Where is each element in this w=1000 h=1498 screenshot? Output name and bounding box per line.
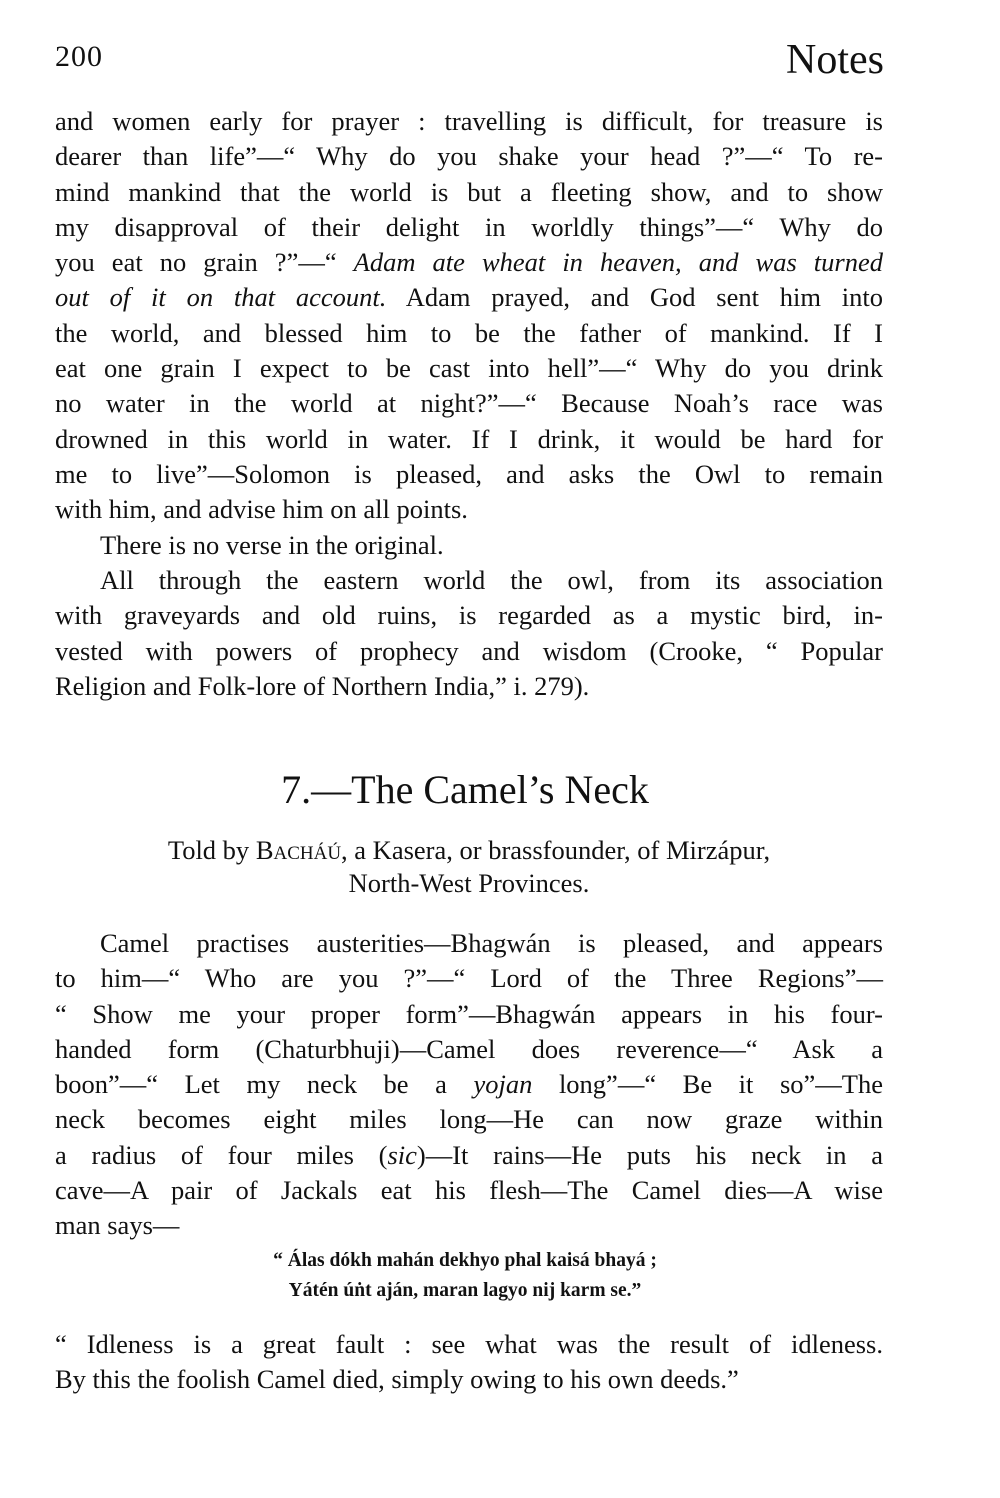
- text-line: [55, 1327, 883, 1362]
- text-line: [55, 280, 883, 315]
- text-segment: Adam prayed, and God sent him into: [386, 282, 884, 313]
- text-line: [55, 1102, 883, 1137]
- text-line: [55, 563, 883, 598]
- text-line: [55, 1362, 883, 1397]
- text-segment: handed form (Chaturbhuji)—Camel does reverence—“ Ask a: [55, 1033, 883, 1064]
- text-line: [55, 1032, 883, 1067]
- text-line: [55, 961, 883, 996]
- text-line: [55, 210, 883, 245]
- text-segment: There is no verse in the original.: [100, 530, 444, 560]
- text-line: [55, 997, 883, 1032]
- text-segment: with graveyards and old ruins, is regarded as a mystic bird, in-: [55, 600, 883, 631]
- text-segment: and women early for prayer : travelling is difficult, for treasure is: [55, 106, 883, 136]
- paragraph-owl-dialogue: [55, 104, 883, 528]
- text-segment: “ Idleness is a great fault : see what was the result of idleness.: [55, 1329, 883, 1359]
- text-line: [55, 457, 883, 492]
- text-segment: the world, and blessed him to be the father of mankind. If I: [55, 317, 883, 348]
- text-line: [55, 1067, 883, 1102]
- italic-text: out of it on that account.: [55, 282, 387, 313]
- text-line: [55, 1208, 883, 1243]
- text-segment: long”—“ Be it so”—The: [532, 1069, 884, 1100]
- page-number: 200: [55, 40, 103, 73]
- section-heading: 7.—The Camel’s Neck: [281, 767, 649, 812]
- text-line: [55, 492, 883, 527]
- text-segment: to him—“ Who are you ?”—“ Lord of the Three Regions”—: [55, 963, 883, 994]
- text-line: [55, 1173, 883, 1208]
- byline-rest: , a Kasera, or brassfounder, of Mirzápur,: [341, 835, 771, 865]
- italic-text: yojan: [473, 1069, 533, 1100]
- text-segment: eat one grain I expect to be cast into hell”—“ Why do you drink: [55, 353, 883, 384]
- text-line: [55, 528, 883, 563]
- text-segment: vested with powers of prophecy and wisdom (Crooke, “ Popular: [55, 635, 883, 666]
- text-line: [55, 351, 883, 386]
- text-segment: All through the eastern world the owl, from its association: [100, 565, 883, 595]
- italic-text: Adam ate wheat in heaven, and was turned: [353, 247, 883, 278]
- running-head: Notes: [786, 37, 884, 83]
- byline: [55, 834, 883, 900]
- text-segment: boon”—“ Let my neck be a: [55, 1069, 474, 1100]
- verse-line: “ Álas dókh mahán dekhyo phal kaisá bhayá ;: [273, 1250, 657, 1271]
- text-segment: )—It rains—He puts his neck in a: [416, 1139, 883, 1170]
- paragraph-no-verse: [55, 528, 883, 563]
- text-segment: cave—A pair of Jackals eat his flesh—The Camel dies—A wise: [55, 1175, 883, 1206]
- narrator-name: Bacháú: [255, 835, 342, 865]
- text-line: [55, 316, 883, 351]
- text-segment: no water in the world at night?”—“ Because Noah’s race was: [55, 388, 883, 419]
- text-segment: mind mankind that the world is but a fleeting show, and to show: [55, 176, 883, 207]
- byline-line2: North-West Provinces.: [348, 868, 590, 898]
- text-line: [55, 139, 883, 174]
- paragraph-moral: [55, 1327, 883, 1398]
- text-line: [55, 669, 883, 704]
- text-segment: with him, and advise him on all points.: [55, 494, 468, 525]
- text-segment: drowned in this world in water. If I drink, it would be hard for: [55, 423, 883, 454]
- text-line: [55, 175, 883, 210]
- italic-text: sic: [387, 1139, 417, 1170]
- text-line: [55, 1138, 883, 1173]
- text-line: [55, 598, 883, 633]
- text-line: [55, 926, 883, 961]
- paragraph-camel-story: [55, 926, 883, 1244]
- text-segment: neck becomes eight miles long—He can now graze within: [55, 1104, 883, 1135]
- text-line: [55, 386, 883, 421]
- text-segment: a radius of four miles (: [55, 1139, 388, 1170]
- text-segment: Camel practises austerities—Bhagwán is pleased, and appears: [100, 928, 883, 958]
- paragraph-owl-note: [55, 563, 883, 704]
- text-segment: dearer than life”—“ Why do you shake your head ?”—“ To re-: [55, 141, 883, 172]
- text-segment: By this the foolish Camel died, simply owing to his own deeds.”: [55, 1364, 739, 1395]
- text-line: [55, 245, 883, 280]
- byline-prefix: Told by: [167, 835, 256, 865]
- text-segment: my disapproval of their delight in worldly things”—“ Why do: [55, 211, 883, 242]
- text-line: [55, 422, 883, 457]
- verse: [0, 1246, 930, 1306]
- text-segment: you eat no grain ?”—“: [55, 247, 354, 278]
- text-segment: Religion and Folk-lore of Northern India,” i. 279).: [55, 670, 590, 701]
- text-segment: “ Show me your proper form”—Bhagwán appears in his four-: [55, 998, 883, 1029]
- text-line: [55, 104, 883, 139]
- text-line: [55, 634, 883, 669]
- verse-line: Yátén úṅt aján, maran lagyo nij karm se.”: [288, 1280, 642, 1301]
- text-segment: man says—: [55, 1210, 180, 1241]
- text-segment: me to live”—Solomon is pleased, and asks the Owl to remain: [55, 458, 883, 489]
